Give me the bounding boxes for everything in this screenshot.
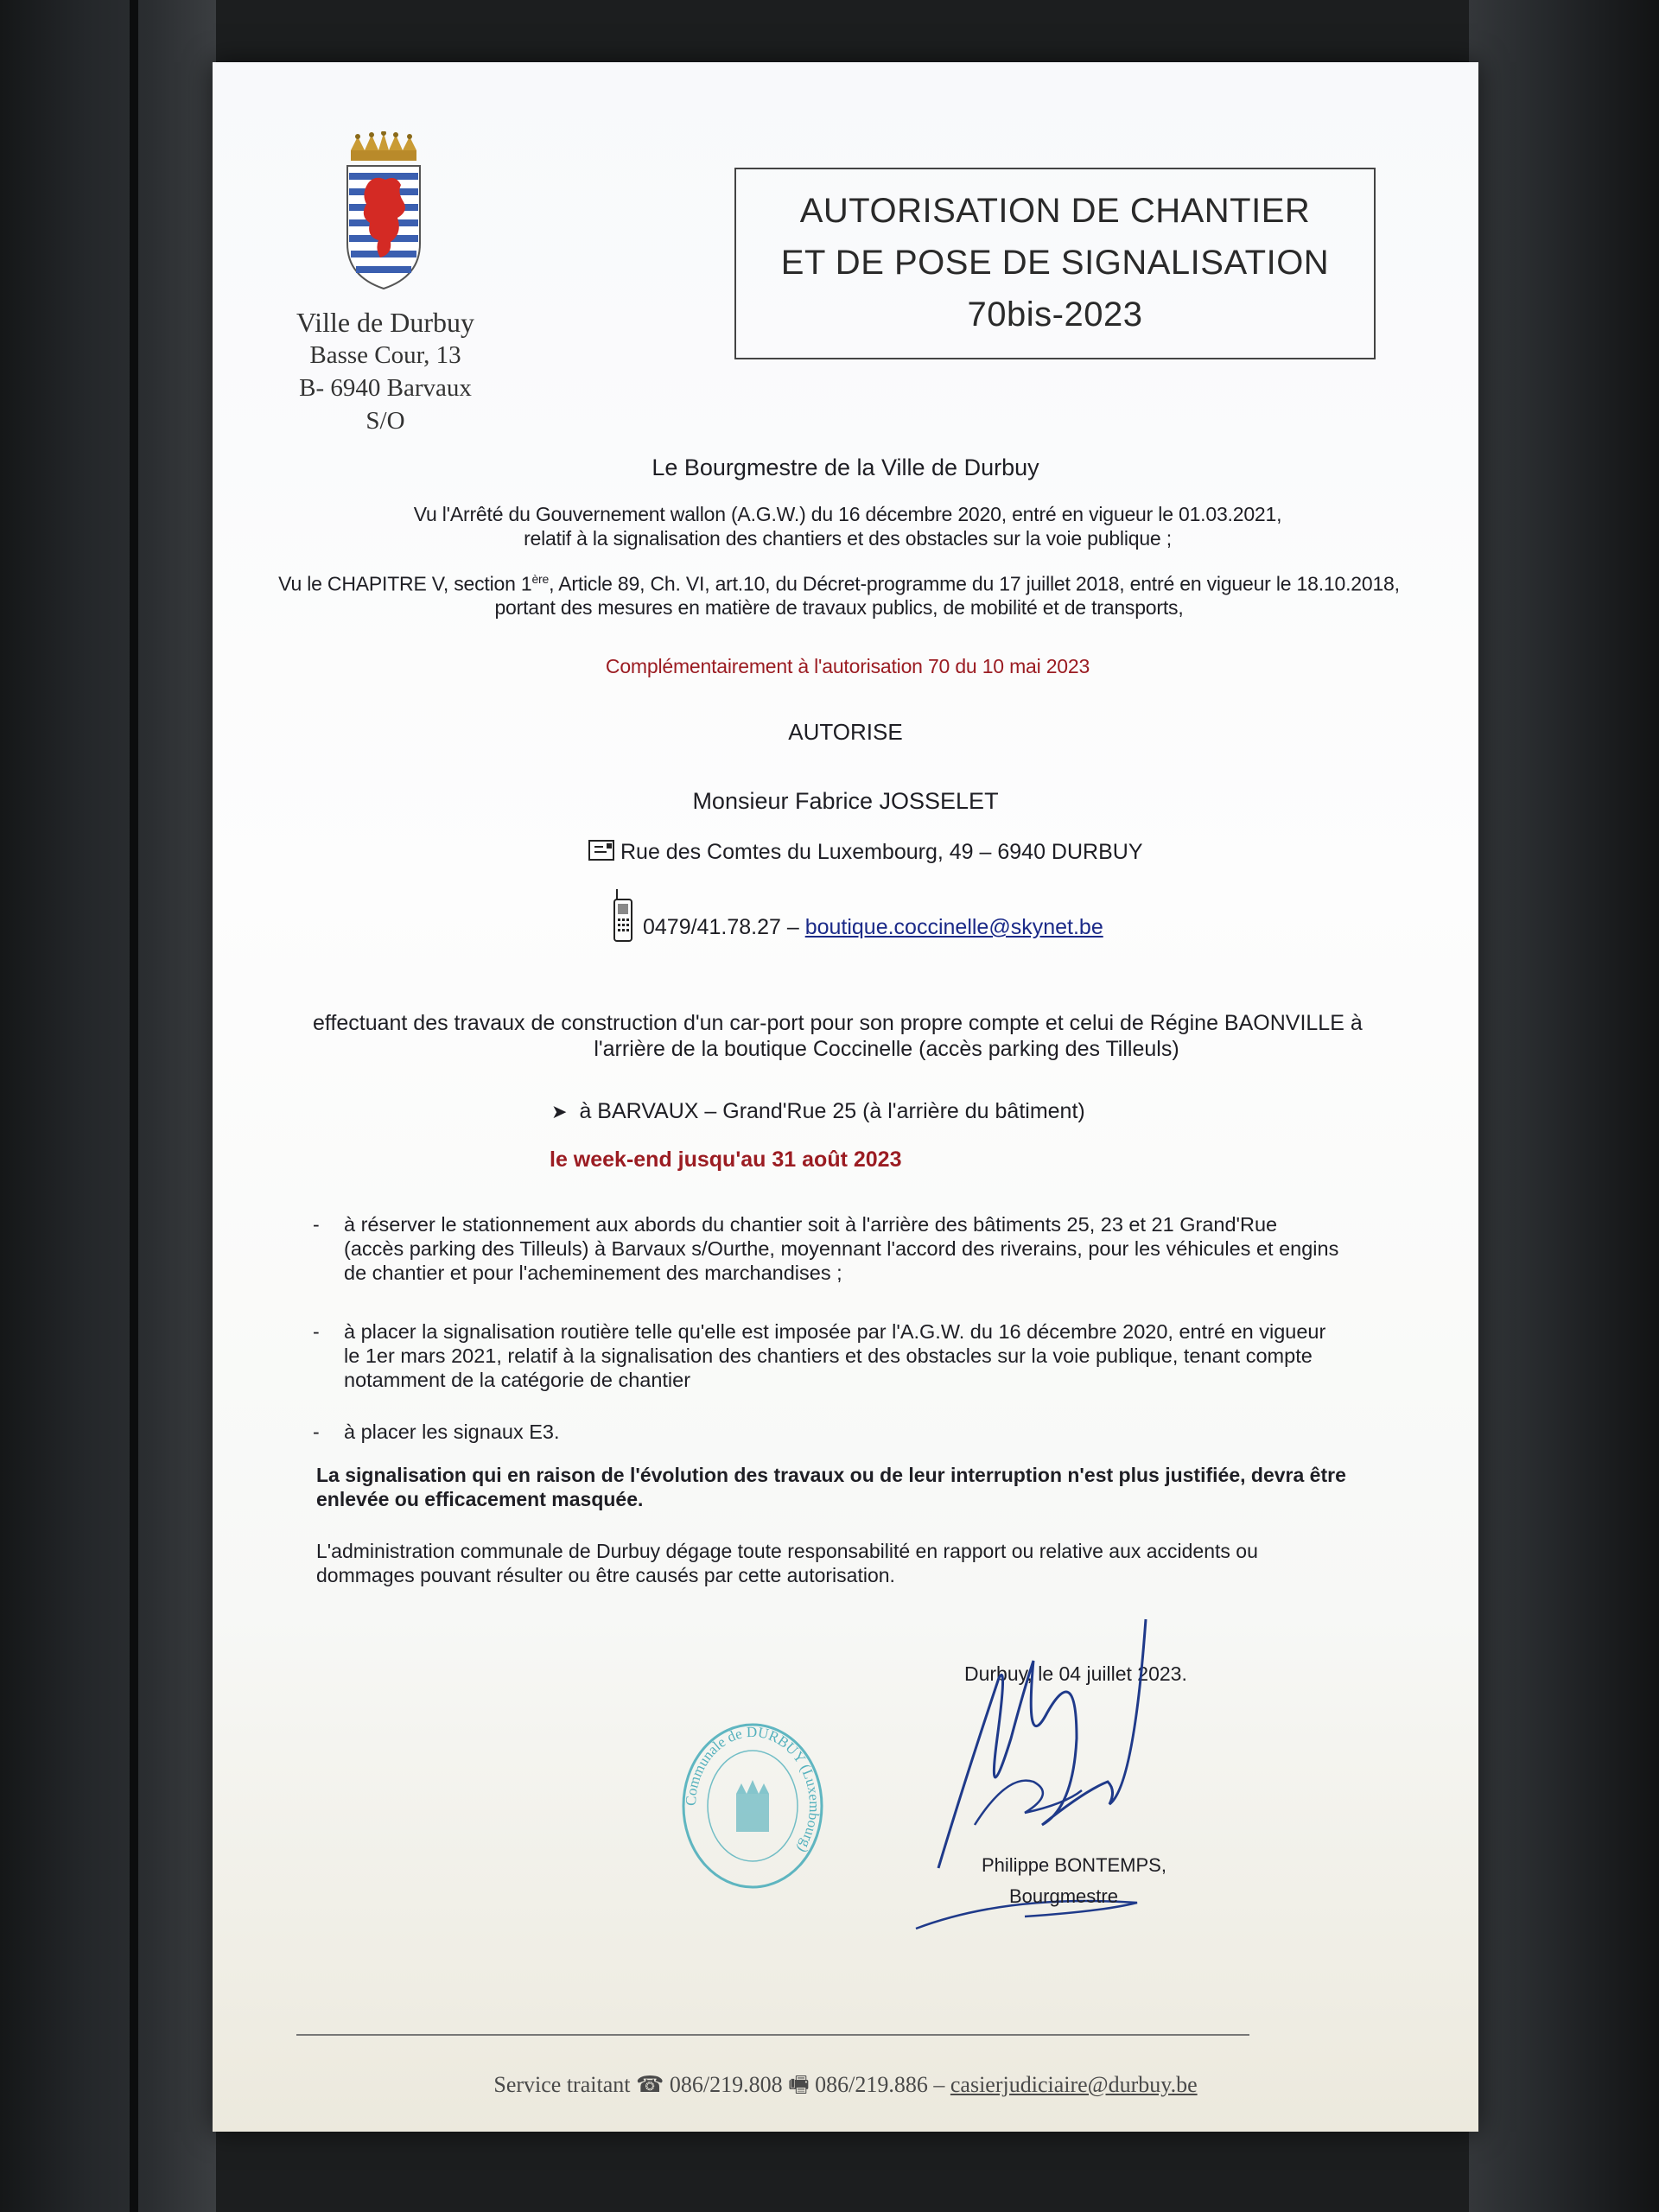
mailbox-icon [588, 838, 615, 862]
condition-1-line-1: à réserver le stationnement aux abords du chantier soit à l'arrière des bâtiments 25, 23 et 21 Grand'Rue [344, 1213, 1278, 1236]
background-right [1469, 0, 1659, 2212]
complement-reference: Complémentairement à l'autorisation 70 du 10 mai 2023 [605, 655, 1090, 677]
considerant-1-line-1: Vu l'Arrêté du Gouvernement wallon (A.G.W.) du 16 décembre 2020, entré en vigueur le 01.03.2021, [413, 503, 1282, 525]
considerant-2-line-2: portant des mesures en matière de travaux publics, de mobilité et de transports, [494, 596, 1184, 619]
background-left [0, 0, 216, 2212]
title-line-3: 70bis-2023 [967, 296, 1143, 334]
beneficiary-address: Rue des Comtes du Luxembourg, 49 – 6940 DURBUY [620, 840, 1143, 864]
works-location: à BARVAUX – Grand'Rue 25 (à l'arrière du bâtiment) [579, 1099, 1085, 1123]
fax-icon: 🖷 [788, 2072, 810, 2097]
works-line-1: effectuant des travaux de construction d'un car-port pour son propre compte et celui de Régine BAONVILLE à [313, 1011, 1363, 1035]
coat-of-arms-icon [340, 131, 427, 296]
beneficiary-address-line [588, 838, 1143, 865]
considerant-2-line-1: Vu le CHAPITRE V, section 1ère, Article 89, Ch. VI, art.10, du Décret-programme du 17 juillet 2018, entré en vigueur le 18.10.2018, [278, 572, 1400, 595]
decision-heading: AUTORISE [788, 719, 903, 745]
works-location-line [551, 1099, 1085, 1124]
works-period: le week-end jusqu'au 31 août 2023 [550, 1147, 902, 1172]
document-page: Ville de Durbuy Basse Cour, 13 B- 6940 Barvaux S/O AUTORISATION DE CHANTIER ET DE POSE DE SIGNALISATION 70bis-2023 Le Bourgmestre de la Ville de Durbuy Vu l'Arrêté du Gouvernement wallon (A.G.W.) du 16 décembre 2020, entré en vigueur le 01.03.2021, relatif à la signalisation des chantiers et des obstacles sur la voie publique ; Vu le CHAPITRE V, section 1ère, Article 89, Ch. VI, art.10, du Décret-programme du 17 juillet 2018, entré en vigueur le 18.10.2018, portant des mesures en matière de travaux publics, de mobilité et de transports, Complémentairement à l'autorisation 70 du 10 mai 2023 AUTORISE Monsieur Fabrice JOSSELET Rue des Comtes du Luxembourg, 49 – 6940 DURBUY 0479/41.78.27 – boutique.coccinelle@skynet.be effectuant des travaux de construction d'un car-port pour son propre compte et celui de Régine BAONVILLE à l'arrière de la boutique Coccinelle (accès parking des Tilleuls) ➤ à BARVAUX – Grand'Rue 25 (à l'arrière du bâtiment) le week-end jusqu'au 31 août 2023 - à réserver le stationnement aux abords du chantier soit à l'arrière des bâtiments 25, 23 et 21 Grand'Rue (accès parking des Tilleuls) à Barvaux s/Ourthe, moyennant l'accord des riverains, pour les véhicules et engins de chantier et pour l'acheminement des marchandises ; - à placer la signalisation routière telle qu'elle est imposée par l'A.G.W. du 16 décembre 2020, entré en vigueur le 1er mars 2021, relatif à la signalisation des chantiers et des obstacles sur la voie publique, tenant compte notamment de la catégorie de chantier - à placer les signaux E3. La signalisation qui en raison de l'évolution des travaux ou de leur interruption n'est plus justifiée, devra être enlevée ou efficacement masquée. L'administration communale de Durbuy dégage toute responsabilité en rapport ou relative aux accidents ou dommages pouvant résulter ou être causés par cette autorisation. Durbuy, le 04 juillet 2023. Philippe BONTEMPS, Bourgmestre Communale de DURBUY (Luxembourg) Service traitant ☎ 086/219.808 🖷 086/219.886 – casierjudiciaire@durbuy.be [213, 62, 1478, 2132]
arrow-bullet-icon: ➤ [551, 1101, 568, 1122]
condition-2-line-2: le 1er mars 2021, relatif à la signalisation des chantiers et des obstacles sur la voie publique, tenant compte [344, 1344, 1313, 1367]
works-line-2: l'arrière de la boutique Coccinelle (accès parking des Tilleuls) [594, 1037, 1179, 1061]
footer-separator [296, 2034, 1249, 2036]
service-label: Service traitant [493, 2072, 631, 2097]
signatory-role: Bourgmestre [1009, 1885, 1118, 1907]
notice-line-1: La signalisation qui en raison de l'évolution des travaux ou de leur interruption n'est plus justifiée, devra être [316, 1464, 1346, 1486]
considerant-1-line-2: relatif à la signalisation des chantiers et des obstacles sur la voie publique ; [524, 527, 1172, 550]
beneficiary-name: Monsieur Fabrice JOSSELET [692, 788, 999, 814]
condition-2-line-1: à placer la signalisation routière telle qu'elle est imposée par l'A.G.W. du 16 décembre 2020, entré en vigueur [344, 1320, 1326, 1343]
footer-phone: 086/219.808 [669, 2072, 783, 2097]
crown-icon [351, 131, 416, 161]
notice-line-2: enlevée ou efficacement masquée. [316, 1488, 644, 1510]
municipal-stamp [679, 1719, 826, 1892]
condition-2-line-3: notamment de la catégorie de chantier [344, 1369, 691, 1391]
condition-1-line-3: de chantier et pour l'acheminement des marchandises ; [344, 1262, 842, 1284]
postcode-city: B- 6940 Barvaux S/O [299, 374, 472, 435]
disclaimer-line-2: dommages pouvant résulter ou être causés par cette autorisation. [316, 1564, 895, 1586]
signatory-name: Philippe BONTEMPS, [982, 1854, 1166, 1876]
title-line-2: ET DE POSE DE SIGNALISATION [780, 244, 1330, 282]
authority-heading: Le Bourgmestre de la Ville de Durbuy [652, 454, 1039, 480]
footer-email-link[interactable]: casierjudiciaire@durbuy.be [950, 2072, 1198, 2097]
telephone-icon: ☎ [635, 2072, 664, 2097]
beneficiary-contact-line [612, 887, 1103, 944]
street-address: Basse Cour, 13 [309, 341, 461, 369]
beneficiary-email-link[interactable]: boutique.coccinelle@skynet.be [804, 915, 1103, 939]
disclaimer-line-1: L'administration communale de Durbuy dégage toute responsabilité en rapport ou relative aux accidents ou [316, 1540, 1258, 1562]
title-line-1: AUTORISATION DE CHANTIER [799, 192, 1311, 230]
document-title-box [734, 168, 1376, 359]
city-name: Ville de Durbuy [296, 307, 475, 338]
condition-1-line-2: (accès parking des Tilleuls) à Barvaux s/Ourthe, moyennant l'accord des riverains, pour les véhicules et engins [344, 1237, 1339, 1260]
background-edge [130, 0, 138, 2212]
stamp-text: Communale de DURBUY (Luxembourg) [682, 1723, 823, 1856]
footer-fax: 086/219.886 – [815, 2072, 945, 2097]
condition-3-line-1: à placer les signaux E3. [344, 1421, 560, 1443]
city-address-block [277, 306, 493, 437]
footer [213, 2069, 1478, 2107]
mobile-phone-icon [612, 887, 634, 944]
beneficiary-phone: 0479/41.78.27 – [643, 915, 799, 939]
place-date: Durbuy, le 04 juillet 2023. [964, 1662, 1187, 1685]
